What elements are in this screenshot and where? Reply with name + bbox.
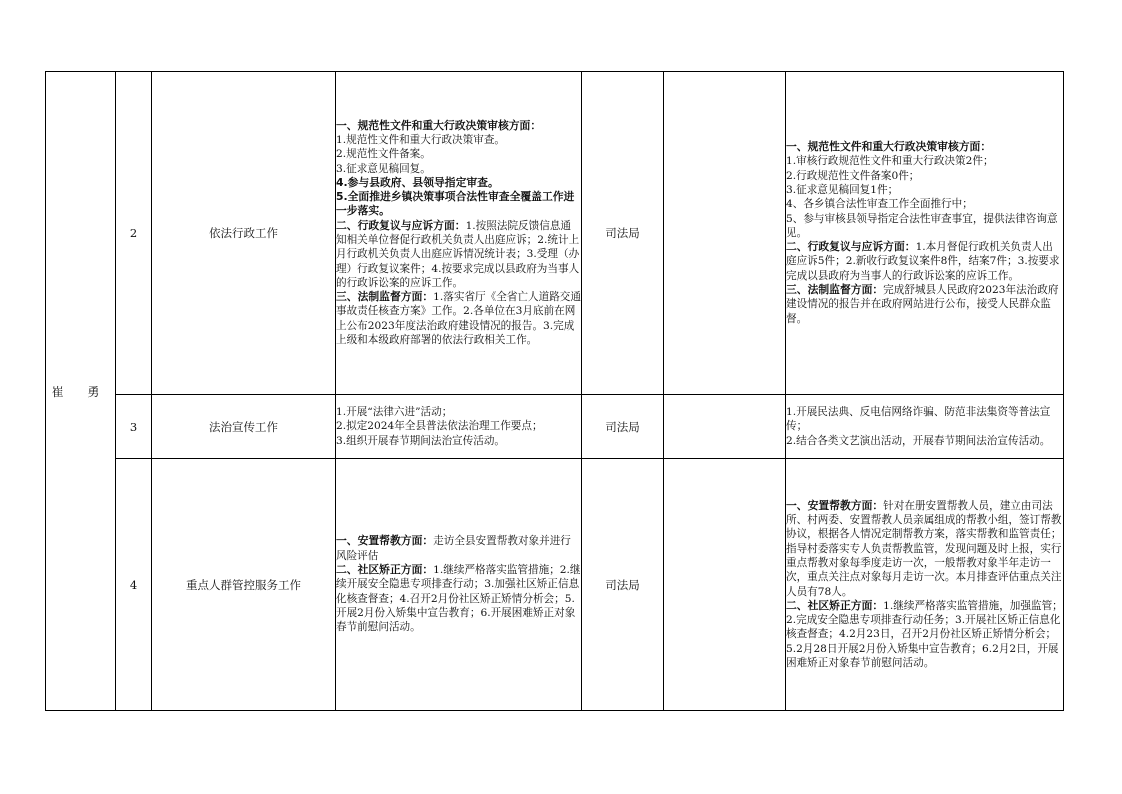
body-text: 1.本月督促行政机关负责人出庭应诉5件；2.新收行政复议案件8件，结案7件；3.按要求完成以县政府为当事人的行政诉讼案的应诉工作。 — [786, 241, 1060, 282]
body-text: 3.征求意见稿回复1件； — [786, 183, 899, 196]
text-paragraph — [786, 405, 1063, 434]
text-paragraph — [786, 169, 1063, 183]
body-text: 完成舒城县人民政府2023年法治政府建设情况的报告并在政府网站进行公布，接受人民群众监督。 — [786, 284, 1059, 325]
blank-cell — [664, 72, 786, 395]
table-row — [46, 72, 1064, 395]
task-name: 依法行政工作 — [152, 72, 336, 395]
body-text: 3.组织开展春节期间法治宣传活动。 — [336, 434, 506, 447]
progress-cell — [786, 395, 1064, 459]
body-text: 2.行政规范性文件备案0件； — [786, 169, 920, 182]
row-number: 2 — [116, 72, 152, 395]
table-row — [46, 395, 1064, 459]
bold-heading-text: 三、法制监督方面： — [786, 283, 884, 297]
text-paragraph — [336, 133, 581, 147]
text-paragraph — [336, 190, 581, 219]
bold-heading-text: 二、行政复议与应诉方面： — [786, 240, 916, 254]
body-text: 2.规范性文件备案。 — [336, 148, 431, 161]
body-text: 1.开展民法典、反电信网络诈骗、防范非法集资等普法宣传； — [786, 406, 1051, 433]
department-cell: 司法局 — [582, 395, 664, 459]
bold-heading-text: 一、安置帮教方面： — [336, 534, 434, 548]
plan-cell — [336, 459, 582, 711]
text-paragraph — [786, 154, 1063, 168]
body-text: 4、各乡镇合法性审查工作全面推行中； — [786, 198, 973, 211]
text-paragraph — [786, 283, 1063, 326]
text-paragraph — [336, 176, 581, 190]
text-paragraph — [786, 197, 1063, 211]
text-paragraph — [336, 434, 581, 448]
task-name: 重点人群管控服务工作 — [152, 459, 336, 711]
text-paragraph — [336, 405, 581, 419]
work-table — [45, 71, 1064, 711]
blank-cell — [664, 395, 786, 459]
text-paragraph — [786, 240, 1063, 283]
bold-heading-text: 一、规范性文件和重大行政决策审核方面： — [336, 118, 542, 132]
row-number: 4 — [116, 459, 152, 711]
task-name: 法治宣传工作 — [152, 395, 336, 459]
department-cell: 司法局 — [582, 72, 664, 395]
text-paragraph — [786, 434, 1063, 448]
text-paragraph — [336, 534, 581, 563]
text-paragraph — [336, 563, 581, 634]
body-text: 1.按照法院反馈信息通知相关单位督促行政机关负责人出庭应诉；2.统计上月行政机关负责人出庭应诉情况统计表；3.受理（办理）行政复议案件；4.按要求完成以县政府为当事人的行政诉讼案的应诉工作。 — [336, 219, 580, 289]
plan-cell — [336, 72, 582, 395]
bold-heading-text: 4.参与县政府、县领导指定审查。 — [336, 175, 499, 189]
text-paragraph — [336, 290, 581, 347]
bold-heading-text: 三、法制监督方面： — [336, 290, 434, 304]
body-text: 2.拟定2024年全县普法依法治理工作要点； — [336, 420, 543, 433]
body-text: 2.结合各类文艺演出活动，开展春节期间法治宣传活动。 — [786, 434, 1051, 447]
table-row — [46, 459, 1064, 711]
progress-cell — [786, 72, 1064, 395]
text-paragraph — [336, 147, 581, 161]
bold-heading-text: 一、规范性文件和重大行政决策审核方面： — [786, 140, 992, 154]
body-text: 1.落实省厅《全省亡人道路交通事故责任核查方案》工作。2.各单位在3月底前在网上公布2023年度法治政府建设情况的报告。3.完成上级和本级政府部署的依法行政相关工作。 — [336, 291, 581, 347]
plan-cell — [336, 395, 582, 459]
body-text: 1.继续严格落实监管措施，加强监管；2.完成安全隐患专项排查行动任务；3.开展社区矫正信息化核查督查；4.2月23日，召开2月份社区矫正矫情分析会；5.2月28日开展2月份入矫集中宣告教育；6.2月2日，开展困难矫正对象春节前慰问活动。 — [786, 599, 1063, 669]
leader-name-cell: 崔 勇 — [46, 72, 116, 711]
body-text: 1.审核行政规范性文件和重大行政决策2件； — [786, 155, 994, 168]
bold-heading-text: 二、行政复议与应诉方面： — [336, 218, 466, 232]
text-paragraph — [786, 183, 1063, 197]
department-cell: 司法局 — [582, 459, 664, 711]
body-text: 1.规范性文件和重大行政决策审查。 — [336, 133, 506, 146]
body-text: 1.开展“法律六进”活动； — [336, 406, 453, 419]
text-paragraph — [786, 599, 1063, 670]
body-text: 走访全县安置帮教对象并进行风险评估 — [336, 535, 571, 562]
text-paragraph — [336, 162, 581, 176]
bold-heading-text: 一、安置帮教方面： — [786, 498, 884, 512]
body-text: 1.继续严格落实监管措施；2.继续开展安全隐患专项排查行动；3.加强社区矫正信息化核查督查；4.召开2月份社区矫正矫情分析会；5.开展2月份入矫集中宣告教育；6.开展困难矫正对象春节前慰问活动。 — [336, 564, 581, 634]
body-text: 5、参与审核县领导指定合法性审查事宜，提供法律咨询意见。 — [786, 212, 1058, 239]
bold-heading-text: 二、社区矫正方面： — [336, 563, 434, 577]
text-paragraph — [336, 219, 581, 290]
body-text: 针对在册安置帮教人员，建立由司法所、村两委、安置帮教人员亲属组成的帮教小组，签订帮教协议，根据各人情况定制帮教方案，落实帮教和监管责任；指导村委落实专人负责帮教监管，发现问题及时上报，实行重点帮教对象每季度走访一次，一般帮教对象半年走访一次，重点关注点对象每月走访一次。本月排查评估重点关注人员有78人。 — [786, 499, 1062, 598]
bold-heading-text: 5.全面推进乡镇决策事项合法性审查全覆盖工作进一步落实。 — [336, 190, 575, 218]
text-paragraph — [786, 499, 1063, 599]
row-number: 3 — [116, 395, 152, 459]
bold-heading-text: 二、社区矫正方面： — [786, 598, 884, 612]
text-paragraph — [786, 140, 1063, 154]
body-text: 3.征求意见稿回复。 — [336, 162, 431, 175]
text-paragraph — [336, 419, 581, 433]
text-paragraph — [336, 119, 581, 133]
progress-cell — [786, 459, 1064, 711]
blank-cell — [664, 459, 786, 711]
text-paragraph — [786, 212, 1063, 241]
